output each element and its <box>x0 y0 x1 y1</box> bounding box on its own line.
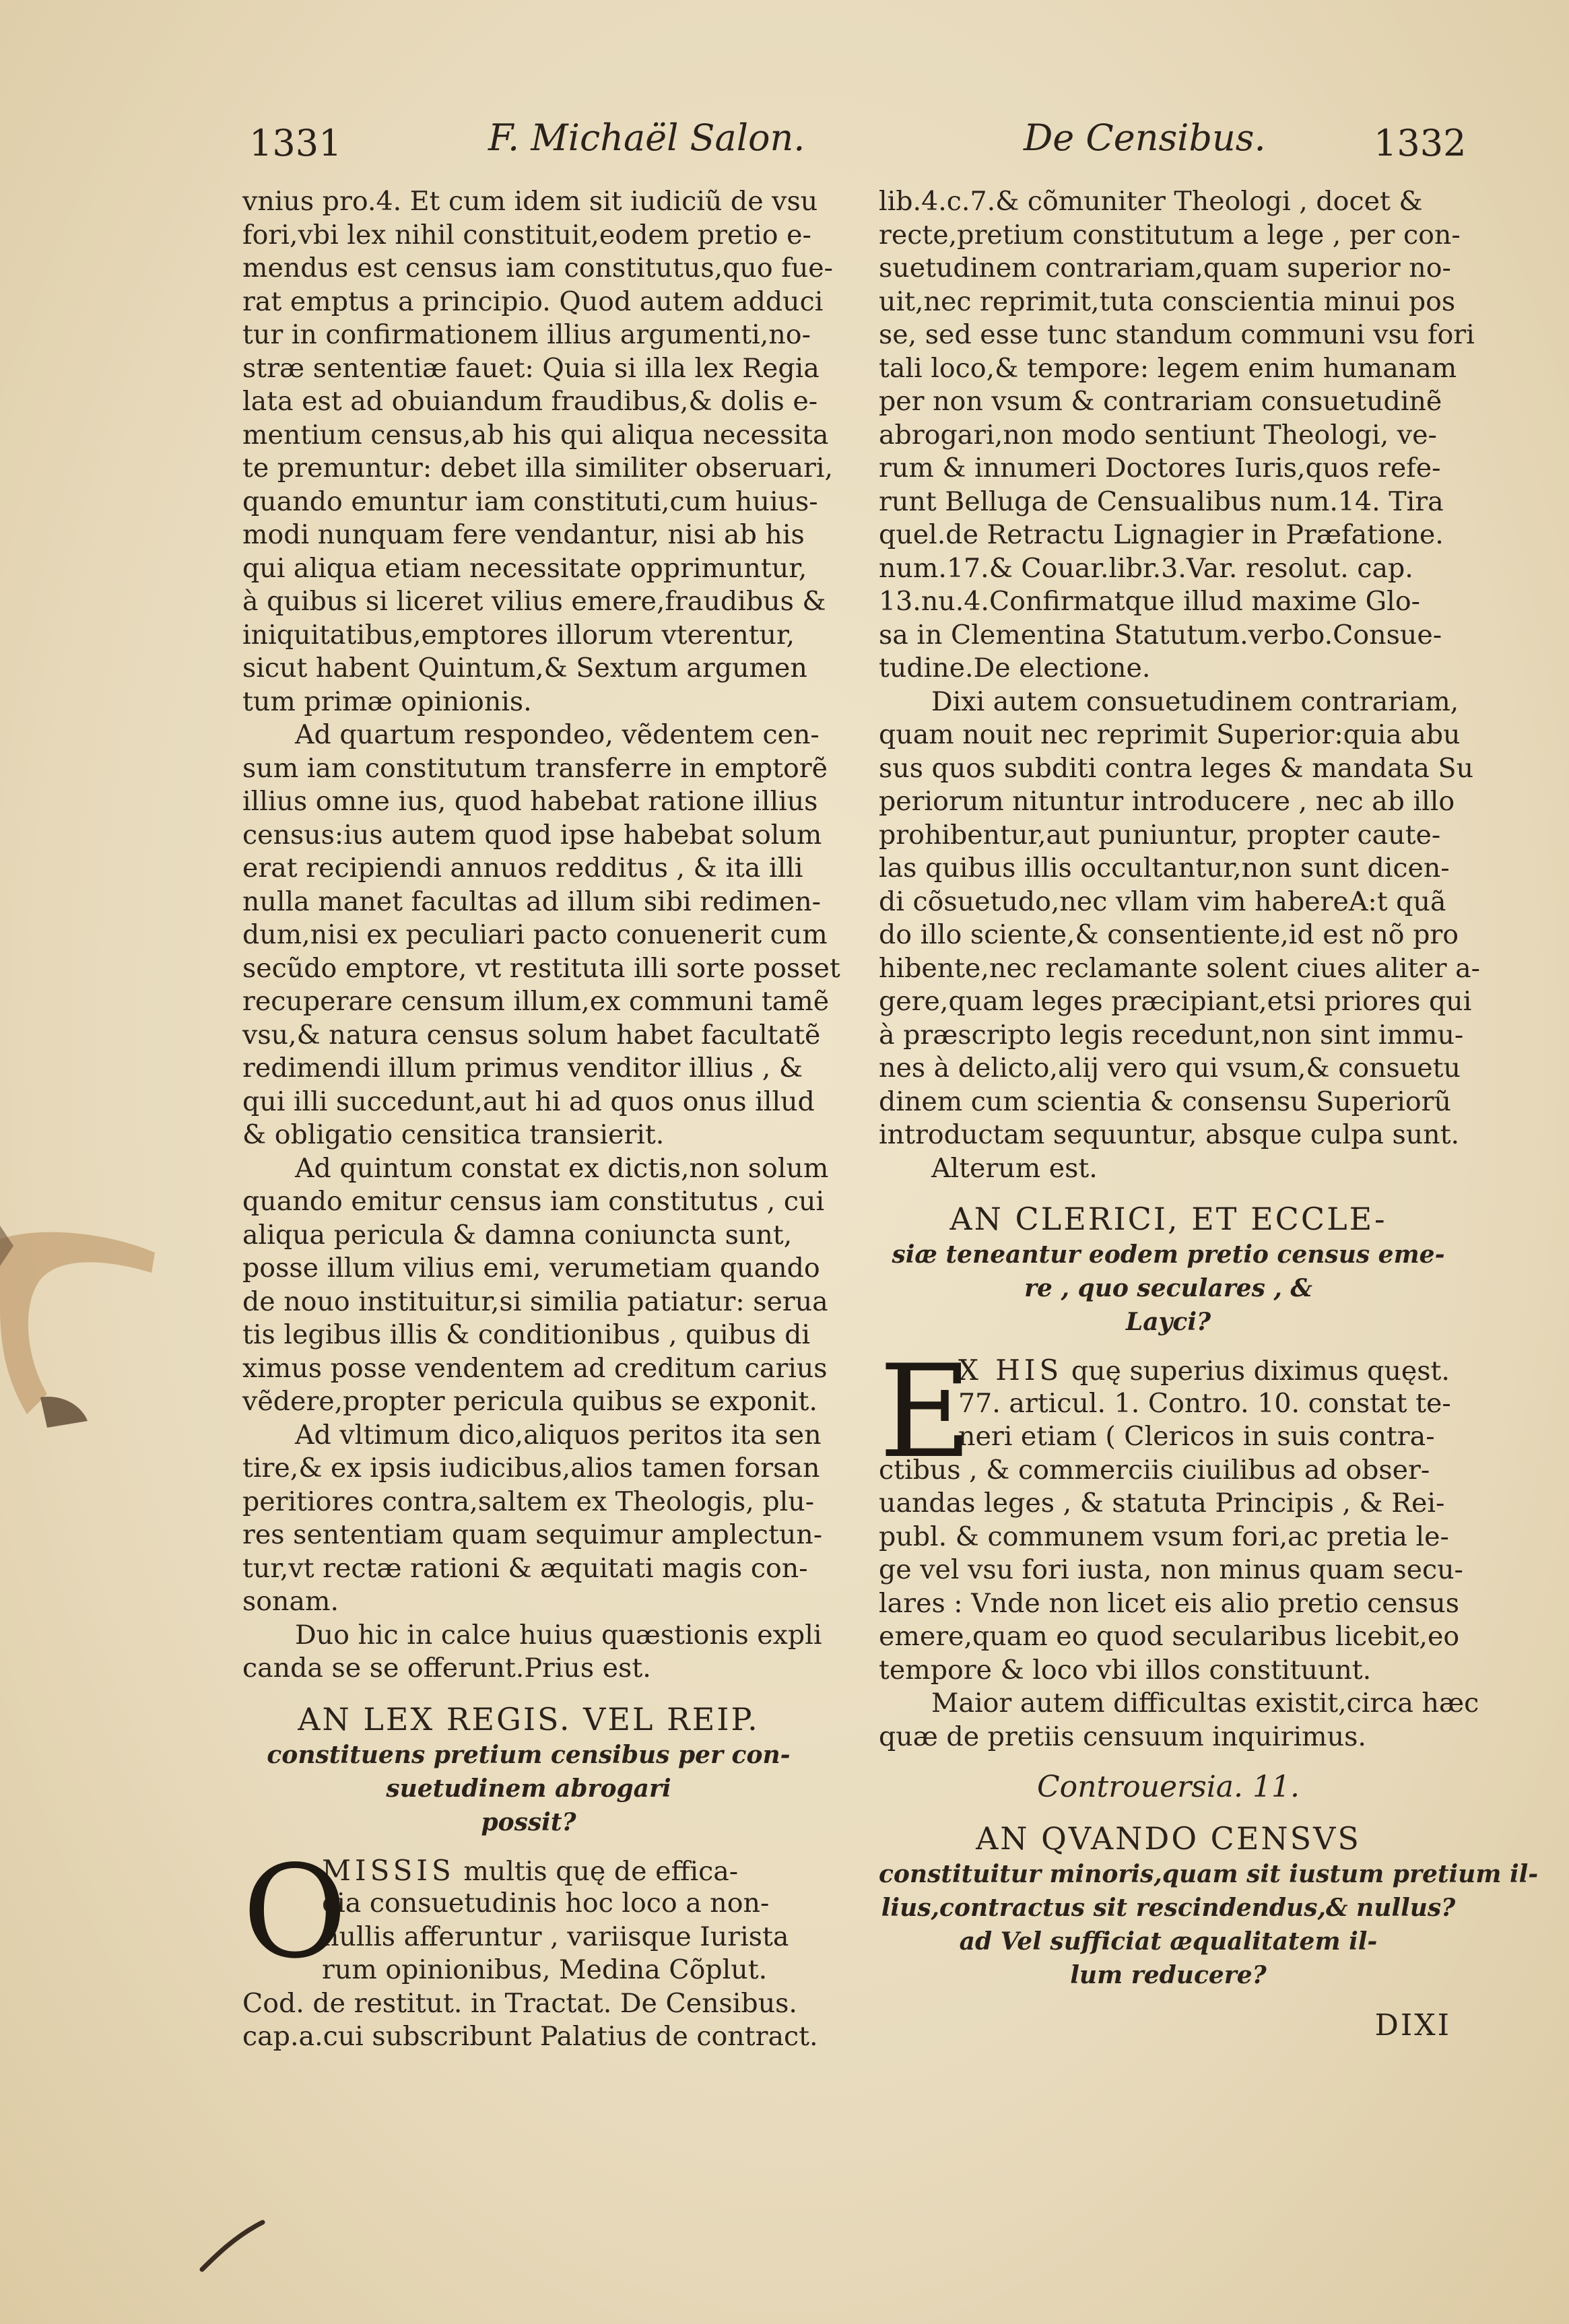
heading-line: constituitur minoris,quam sit iustum pretium il- <box>879 1860 1539 1888</box>
text-line: tis legibus illis & conditionibus , quibus di <box>242 1319 811 1350</box>
text-line: Duo hic in calce huius quæstionis expli <box>295 1619 822 1651</box>
text-line: nes à delicto,alij vero qui vsum,& consuetu <box>879 1053 1461 1084</box>
left-column <box>242 185 840 2054</box>
text-line: te premuntur: debet illa similiter obseruari, <box>242 453 834 484</box>
drop-cap-letter: E <box>879 1337 972 1486</box>
text-line: nullis afferuntur , variisque Iurista <box>322 1921 789 1952</box>
paragraph <box>879 185 1475 686</box>
text-line: num.17.& Couar.libr.3.Var. resolut. cap. <box>879 552 1413 584</box>
page-header <box>249 117 1467 172</box>
text-line: de nouo instituitur,si similia patiatur: serua <box>242 1286 828 1317</box>
paragraph <box>879 1687 1479 1754</box>
text-line: suetudinem contrariam,quam superior no- <box>879 253 1451 284</box>
text-line: rum opinionibus, Medina Cõplut. <box>322 1954 768 1985</box>
page-number-right: 1332 <box>1374 122 1467 164</box>
text-line: ximus posse vendentem ad creditum carius <box>242 1352 828 1384</box>
drop-cap-paragraph <box>879 1337 1463 1687</box>
text-line: qui illi succedunt,aut hi ad quos onus illud <box>242 1086 815 1117</box>
ink-mark <box>195 2216 269 2276</box>
question-heading <box>879 1200 1458 1339</box>
text-line: ge vel vsu fori iusta, non minus quam secu- <box>879 1554 1463 1585</box>
text-line: quel.de Retractu Lignagier in Præfatione. <box>879 519 1444 550</box>
text-line: modi nunquam fere vendantur, nisi ab his <box>242 519 805 550</box>
heading-line: Layci? <box>1125 1308 1211 1336</box>
text-line: iniquitatibus,emptores illorum vterentur, <box>242 619 795 651</box>
text-line: quæ de pretiis censuum inquirimus. <box>879 1721 1366 1752</box>
text-line: illius omne ius, quod habebat ratione illius <box>242 786 818 817</box>
text-line: lares : Vnde non licet eis alio pretio census <box>879 1587 1460 1619</box>
text-line: tire,& ex ipsis iudicibus,alios tamen forsan <box>242 1453 820 1484</box>
heading-caps: AN LEX REGIS. VEL REIP. <box>298 1700 760 1737</box>
text-line: sicut habent Quintum,& Sextum argumen <box>242 653 807 684</box>
heading-line: lius,contractus sit rescindendus,& nullus? <box>881 1894 1456 1922</box>
running-head-left: F. Michaël Salon. <box>488 117 805 159</box>
text-line: las quibus illis occultantur,non sunt dicen- <box>879 853 1450 884</box>
text-line: vẽdere,propter pericula quibus se exponit. <box>242 1386 817 1417</box>
text-line: 77. articul. 1. Contro. 10. constat te- <box>958 1387 1451 1419</box>
paragraph <box>242 1619 822 1686</box>
question-heading <box>879 1820 1539 1992</box>
text-line: posse illum vilius emi, verumetiam quando <box>242 1253 820 1284</box>
text-line: fori,vbi lex nihil constituit,eodem pretio e- <box>242 219 811 251</box>
text-line: & obligatio censitica transierit. <box>242 1119 665 1150</box>
page-stain <box>0 1226 155 1448</box>
text-line: prohibentur,aut puniuntur, propter caute- <box>879 819 1441 851</box>
text-line: qui aliqua etiam necessitate opprimuntur, <box>242 552 807 584</box>
text-line: abrogari,non modo sentiunt Theologi, ve- <box>879 419 1437 451</box>
text-line: hibente,nec reclamante solent ciues aliter a- <box>879 952 1481 984</box>
text-line: secũdo emptore, vt restituta illi sorte posset <box>242 952 840 984</box>
heading-line: siæ teneantur eodem pretio census eme- <box>892 1240 1445 1269</box>
text-line: tur in confirmationem illius argumenti,no- <box>242 319 811 350</box>
drop-cap-letter: O <box>242 1837 347 1987</box>
text-line: à præscripto legis recedunt,non sint immu- <box>879 1019 1464 1051</box>
text-line: quam nouit nec reprimit Superior:quia abu <box>879 719 1461 750</box>
heading-caps: AN CLERICI, ET ECCLE- <box>949 1201 1387 1237</box>
heading-caps: AN QVANDO CENSVS <box>976 1820 1361 1857</box>
paragraph <box>242 185 834 719</box>
text-line: tempore & loco vbi illos constituunt. <box>879 1654 1372 1686</box>
text-line: cia consuetudinis hoc loco a non- <box>322 1888 770 1919</box>
text-line: per non vsum & contrariam consuetudinẽ <box>879 386 1442 417</box>
heading-line: ad Vel sufficiat æqualitatem il- <box>959 1927 1378 1956</box>
text-line: tum primæ opinionis. <box>242 686 532 717</box>
text-line: sum iam constitutum transferre in emptorẽ <box>242 752 828 784</box>
text-line: introductam sequuntur, absque culpa sunt. <box>879 1119 1460 1150</box>
text-line: Ad vltimum dico,aliquos peritos ita sen <box>295 1419 822 1451</box>
lead-text: quę superius diximus quęst. <box>1071 1356 1450 1387</box>
text-line: mendus est census iam constitutus,quo fue- <box>242 253 833 284</box>
text-line: Ad quintum constat ex dictis,non solum <box>295 1152 829 1184</box>
text-line: vsu,& natura census solum habet facultatẽ <box>242 1019 821 1051</box>
right-column <box>879 185 1539 2045</box>
text-line: uandas leges , & statuta Principis , & Rei- <box>879 1488 1445 1519</box>
text-line: recuperare censum illum,ex communi tamẽ <box>242 986 830 1017</box>
heading-line: suetudinem abrogari <box>386 1774 671 1803</box>
text-line: quando emitur census iam constitutus , cui <box>242 1186 825 1217</box>
lead-caps: X HIS <box>958 1354 1063 1387</box>
heading-line: lum reducere? <box>1070 1961 1267 1989</box>
catchword: DIXI <box>1374 2008 1451 2043</box>
text-line: tur,vt rectæ rationi & æquitati magis con- <box>242 1552 808 1584</box>
text-line: Dixi autem consuetudinem contrariam, <box>931 686 1459 717</box>
paragraph <box>879 686 1481 1152</box>
text-line: 13.nu.4.Confirmatque illud maxime Glo- <box>879 586 1420 617</box>
text-line: rat emptus a principio. Quod autem adduci <box>242 286 824 317</box>
text-line: emere,quam eo quod secularibus licebit,eo <box>879 1621 1460 1652</box>
lead-text: multis quę de effica- <box>463 1855 739 1887</box>
text-line: sonam. <box>242 1586 339 1617</box>
lead-caps: MISSIS <box>322 1853 455 1887</box>
text-line: periorum nituntur introducere , nec ab illo <box>879 786 1455 817</box>
text-line: tali loco,& tempore: legem enim humanam <box>879 352 1457 384</box>
text-line: sa in Clementina Statutum.verbo.Consue- <box>879 619 1442 651</box>
text-line: tudine.De electione. <box>879 653 1151 684</box>
text-line: di cõsuetudo,nec vllam vim habereA:t quã <box>879 886 1446 917</box>
text-line: erat recipiendi annuos redditus , & ita illi <box>242 853 803 884</box>
paragraph <box>242 1419 823 1619</box>
text-line: lata est ad obuiandum fraudibus,& dolis e- <box>242 386 818 417</box>
text-line: lib.4.c.7.& cõmuniter Theologi , docet & <box>879 186 1423 217</box>
heading-line: re , quo seculares , & <box>1024 1274 1312 1302</box>
text-line: recte,pretium constitutum a lege , per con- <box>879 219 1461 251</box>
text-line: rum & innumeri Doctores Iuris,quos refe- <box>879 453 1441 484</box>
text-line: se, sed esse tunc standum communi vsu fori <box>879 319 1475 350</box>
paragraph <box>242 1152 829 1419</box>
paragraph <box>879 1152 1458 1186</box>
text-line: Cod. de restitut. in Tractat. De Censibus. <box>242 1987 797 2019</box>
text-line: peritiores contra,saltem ex Theologis, plu- <box>242 1486 815 1517</box>
text-line: quando emuntur iam constituti,cum huius- <box>242 486 818 517</box>
text-line: canda se se offerunt.Prius est. <box>242 1653 651 1684</box>
page-number-left: 1331 <box>249 122 342 164</box>
paragraph <box>242 719 840 1152</box>
text-line: publ. & communem vsum fori,ac pretia le- <box>879 1521 1449 1552</box>
text-line: gere,quam leges præcipiant,etsi priores qui <box>879 986 1472 1017</box>
text-line: à quibus si liceret vilius emere,fraudibus & <box>242 586 826 617</box>
text-line: ctibus , & commerciis ciuilibus ad obser- <box>879 1454 1430 1486</box>
drop-cap-paragraph <box>242 1837 818 2054</box>
text-line: redimendi illum primus venditor illius , & <box>242 1053 803 1084</box>
text-line: runt Belluga de Censualibus num.14. Tira <box>879 486 1444 517</box>
text-line: Maior autem difficultas existit,circa hæc <box>931 1688 1479 1719</box>
text-line: dum,nisi ex peculiari pacto conuenerit cum <box>242 919 828 950</box>
controversia-label: Controuersia. 11. <box>1037 1770 1300 1804</box>
text-line: cap.a.cui subscribunt Palatius de contract. <box>242 2021 818 2052</box>
text-line: stræ sententiæ fauet: Quia si illa lex Regia <box>242 352 820 384</box>
text-line: do illo sciente,& consentiente,id est nõ pro <box>879 919 1459 950</box>
heading-line: possit? <box>481 1807 576 1836</box>
text-line: dinem cum scientia & consensu Superiorũ <box>879 1086 1451 1117</box>
text-line: census:ius autem quod ipse habebat solum <box>242 819 822 851</box>
question-heading <box>242 1700 815 1839</box>
text-line: vnius pro.4. Et cum idem sit iudiciũ de vsu <box>242 186 818 217</box>
heading-line: constituens pretium censibus per con- <box>267 1740 791 1769</box>
text-line: Alterum est. <box>931 1152 1098 1184</box>
text-line: sus quos subditi contra leges & mandata Su <box>879 752 1474 784</box>
text-line: mentium census,ab his qui aliqua necessita <box>242 419 829 451</box>
text-line: neri etiam ( Clericos in suis contra- <box>958 1421 1435 1452</box>
text-line: res sententiam quam sequimur amplectun- <box>242 1519 823 1550</box>
text-line: Ad quartum respondeo, vẽdentem cen- <box>295 719 820 750</box>
text-line: uit,nec reprimit,tuta conscientia minui pos <box>879 286 1456 317</box>
text-line: nulla manet facultas ad illum sibi redimen- <box>242 886 822 917</box>
running-head-right: De Censibus. <box>1024 117 1266 159</box>
text-line: aliqua pericula & damna coniuncta sunt, <box>242 1219 793 1251</box>
